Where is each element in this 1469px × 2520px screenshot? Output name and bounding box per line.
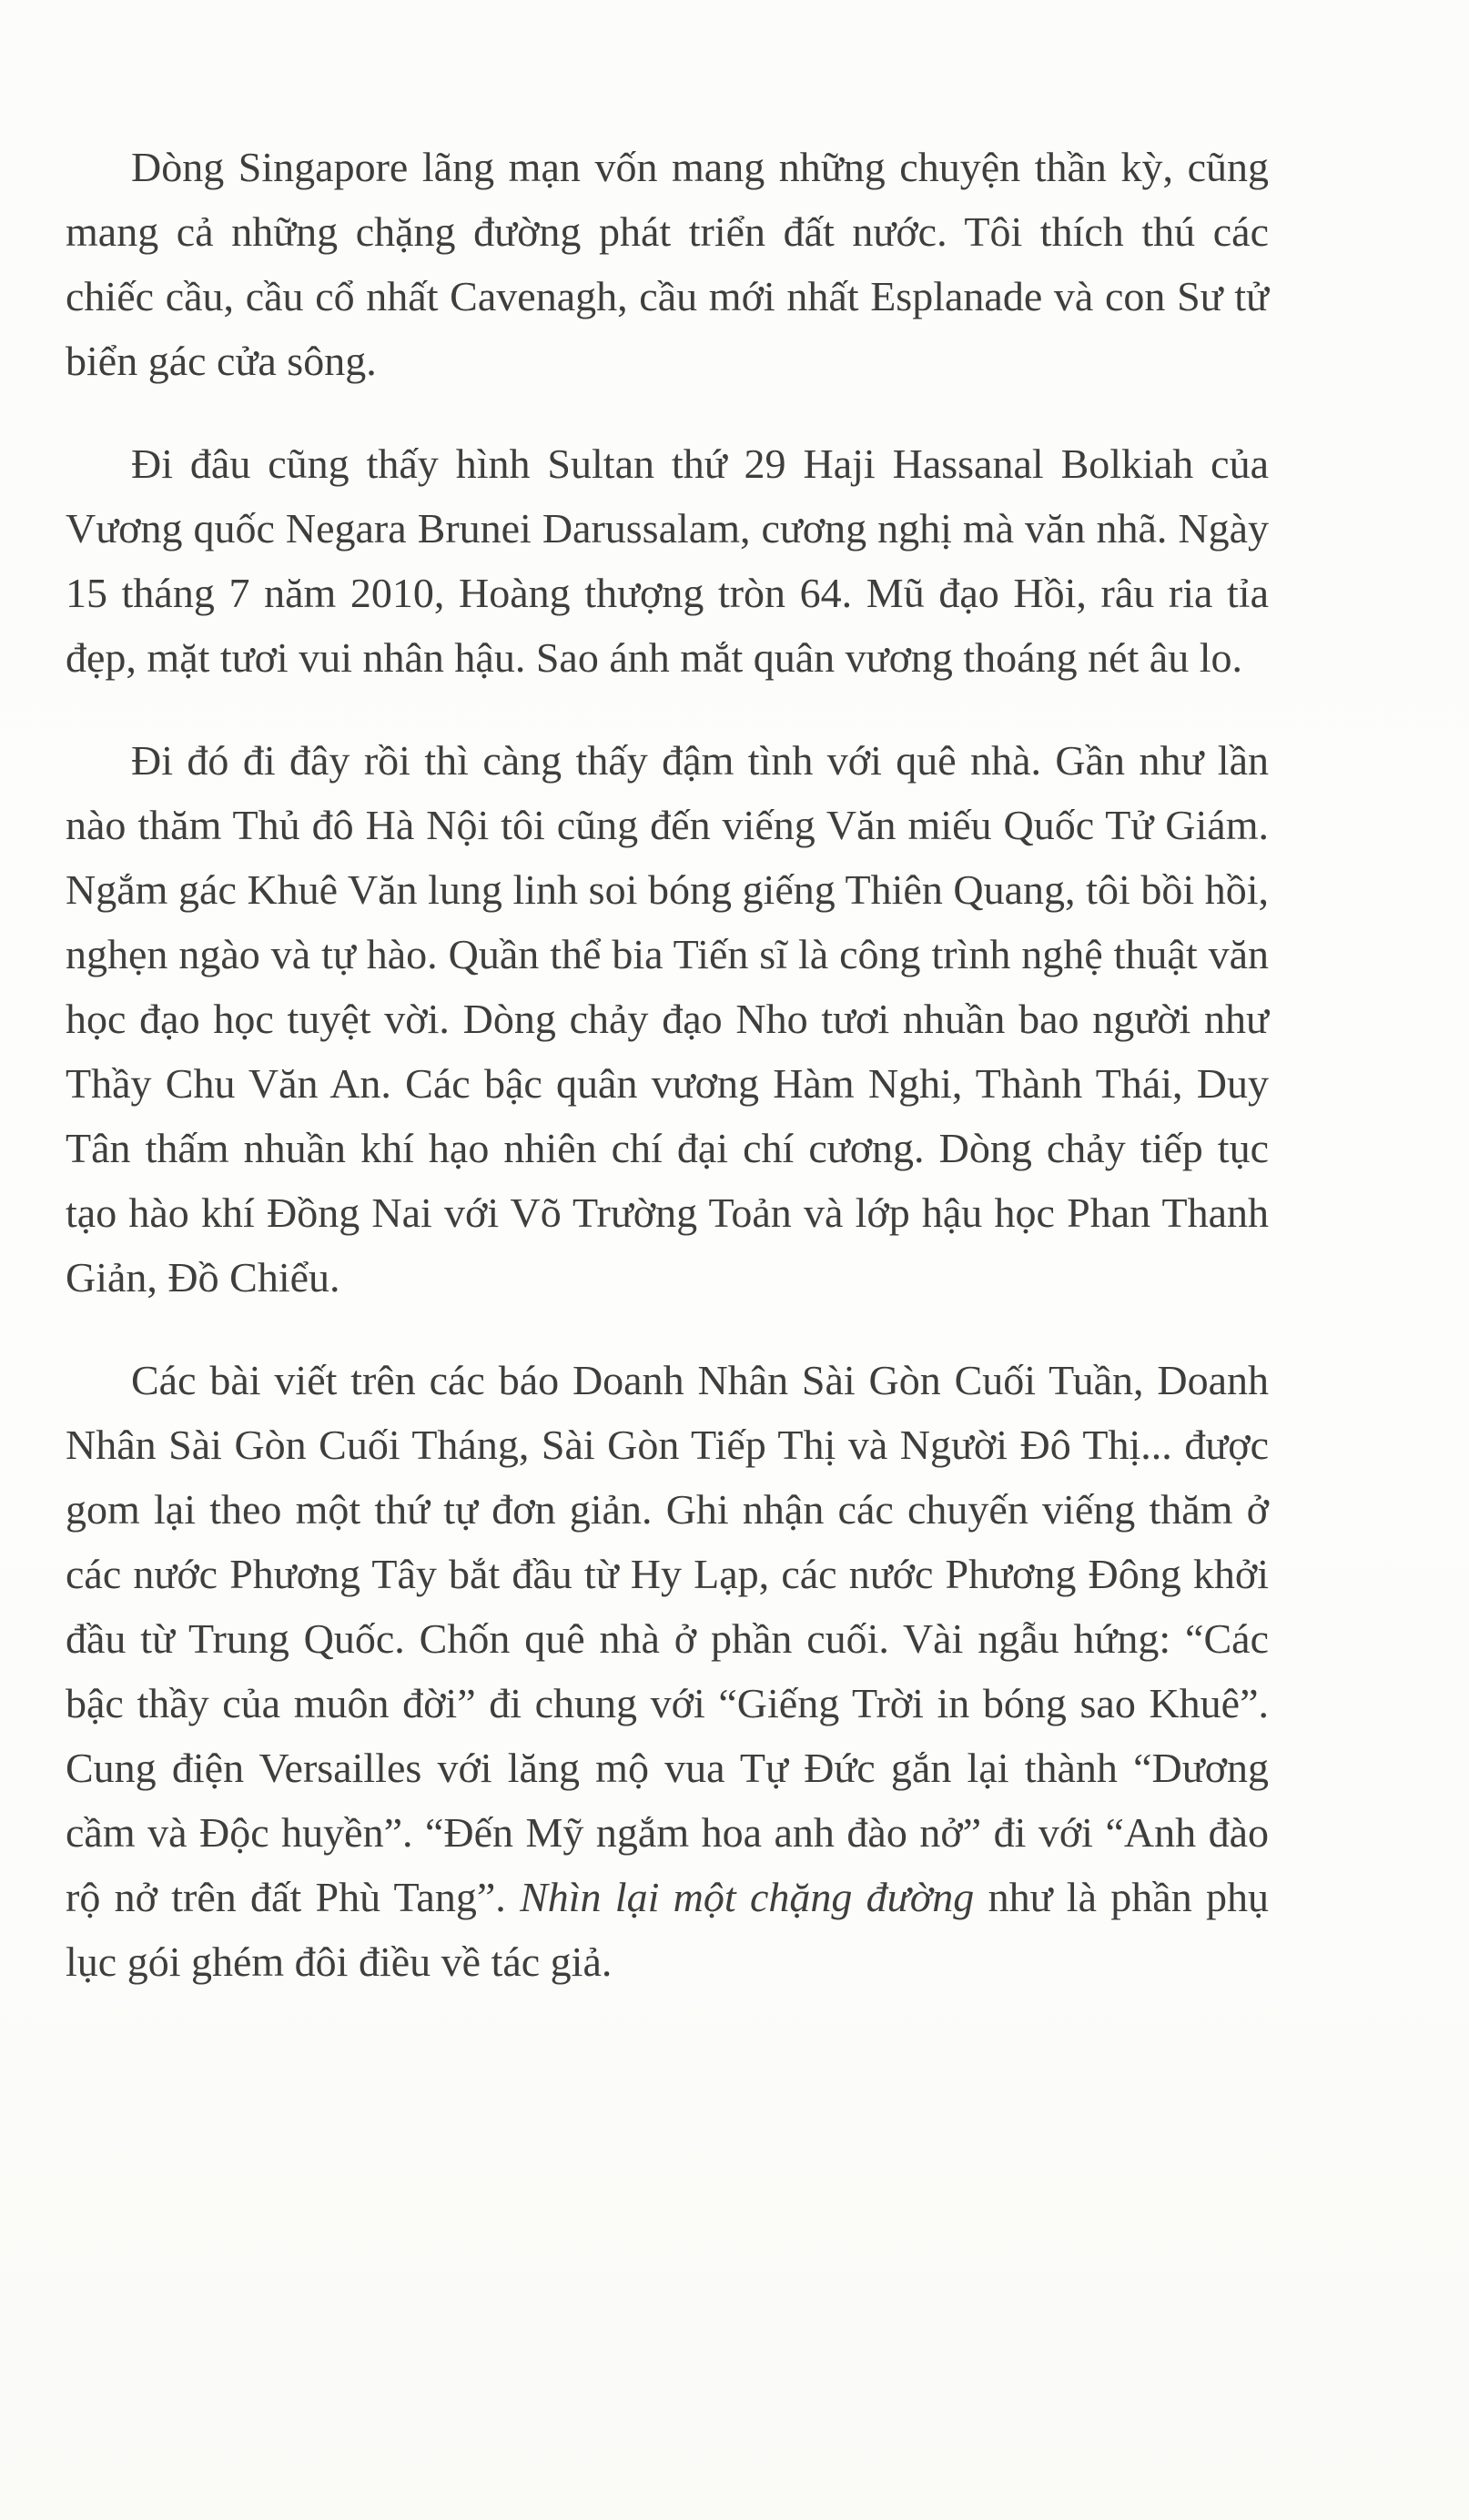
paragraph-brunei-sultan bbox=[66, 431, 1269, 690]
paragraph-van-mieu bbox=[66, 728, 1269, 1310]
paragraph-text: như là phần phụ lục gói ghém đôi điều về tác giả. bbox=[66, 1874, 1269, 1985]
paragraph-text: Dòng Singapore lãng mạn vốn mang những chuyện thần kỳ, cũng mang cả những chặng đường phát triển đất nước. Tôi thích thú các chiếc cầu, cầu cổ nhất Cavenagh, cầu mới nhất Esplanade và con Sư tử biển gác cửa sông. bbox=[66, 144, 1269, 384]
paragraph-articles-summary bbox=[66, 1348, 1269, 1994]
paragraph-singapore bbox=[66, 135, 1269, 393]
book-title-italic: Nhìn lại một chặng đường bbox=[520, 1874, 975, 1920]
text-block bbox=[66, 135, 1269, 1994]
paragraph-text: Đi đâu cũng thấy hình Sultan thứ 29 Haji Hassanal Bolkiah của Vương quốc Negara Brunei Darussalam, cương nghị mà văn nhã. Ngày 15 tháng 7 năm 2010, Hoàng thượng tròn 64. Mũ đạo Hồi, râu ria tỉa đẹp, mặt tươi vui nhân hậu. Sao ánh mắt quân vương thoáng nét âu lo. bbox=[66, 440, 1269, 681]
paragraph-text: Đi đó đi đây rồi thì càng thấy đậm tình với quê nhà. Gần như lần nào thăm Thủ đô Hà Nội tôi cũng đến viếng Văn miếu Quốc Tử Giám. Ngắm gác Khuê Văn lung linh soi bóng giếng Thiên Quang, tôi bồi hồi, nghẹn ngào và tự hào. Quần thể bia Tiến sĩ là công trình nghệ thuật văn học đạo học tuyệt vời. Dòng chảy đạo Nho tươi nhuần bao người như Thầy Chu Văn An. Các bậc quân vương Hàm Nghi, Thành Thái, Duy Tân thấm nhuần khí hạo nhiên chí đại chí cương. Dòng chảy tiếp tục tạo hào khí Đồng Nai với Võ Trường Toản và lớp hậu học Phan Thanh Giản, Đồ Chiểu. bbox=[66, 737, 1269, 1300]
paragraph-text: Các bài viết trên các báo Doanh Nhân Sài Gòn Cuối Tuần, Doanh Nhân Sài Gòn Cuối Tháng, Sài Gòn Tiếp Thị và Người Đô Thị... được gom lại theo một thứ tự đơn giản. Ghi nhận các chuyến viếng thăm ở các nước Phương Tây bắt đầu từ Hy Lạp, các nước Phương Đông khởi đầu từ Trung Quốc. Chốn quê nhà ở phần cuối. Vài ngẫu hứng: “Các bậc thầy của muôn đời” đi chung với “Giếng Trời in bóng sao Khuê”. Cung điện Versailles với lăng mộ vua Tự Đức gắn lại thành “Dương cầm và Độc huyền”. “Đến Mỹ ngắm hoa anh đào nở” đi với “Anh đào rộ nở trên đất Phù Tang”. bbox=[66, 1357, 1269, 1920]
